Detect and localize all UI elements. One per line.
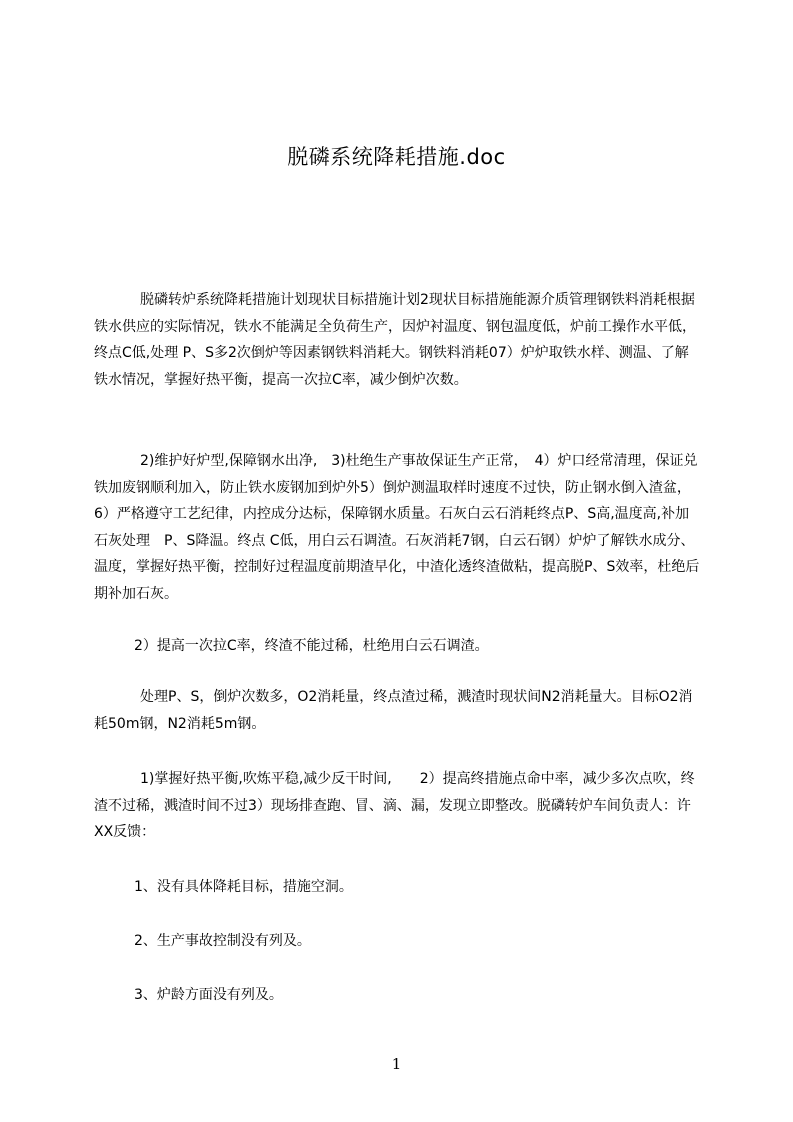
feedback-item-3: 3、炉龄方面没有列及。 xyxy=(134,987,283,1003)
document-title: 脱磷系统降耗措施.doc xyxy=(287,145,506,169)
feedback-item-2: 2、生产事故控制没有列及。 xyxy=(134,933,311,949)
paragraph-3: 2）提高一次拉C率，终渣不能过稀，杜绝用白云石调渣。 xyxy=(134,638,489,654)
paragraph-2: 2)维护好炉型,保障钢水出净, 3)杜绝生产事故保证生产正常， 4）炉口经常清理，保证兑铁加废钢顺利加入，防止铁水废钢加到炉外5）倒炉测温取样时速度不过快，防止钢水倒入渣盆，6）严格遵守工艺纪律，内控成分达标，保障钢水质量。石灰白云石消耗终点P、S高,温度高,补加石灰处理 P、S降温。终点 C低，用白云石调渣。石灰消耗7钢，白云石钢）炉炉了解铁水成分、温度，掌握好热平衡，控制好过程温度前期渣早化，中渣化透终渣做粘，提高脱P、S效率，杜绝后期补加石灰。 xyxy=(94,453,700,602)
paragraph-5: 1)掌握好热平衡,吹炼平稳,减少反干时间, 2）提高终措施点命中率，减少多次点吹，终渣不过稀，溅渣时间不过3）现场排查跑、冒、滴、漏，发现立即整改。脱磷转炉车间负责人：许XX反馈： xyxy=(94,771,695,840)
paragraph-1: 脱磷转炉系统降耗措施计划现状目标措施计划2现状目标措施能源介质管理钢铁料消耗根据铁水供应的实际情况，铁水不能满足全负荷生产，因炉衬温度、钢包温度低，炉前工操作水平低，终点C低,处理 P、S多2次倒炉等因素钢铁料消耗大。钢铁料消耗07）炉炉取铁水样、测温、了解铁水情况，掌握好热平衡，提高一次拉C率，减少倒炉次数。 xyxy=(94,292,696,388)
feedback-item-1: 1、没有具体降耗目标，措施空洞。 xyxy=(134,879,353,895)
page-number: 1 xyxy=(391,1055,402,1073)
paragraph-4: 处理P、S，倒炉次数多，O2消耗量，终点渣过稀，溅渣时现状间N2消耗量大。目标O2消耗50m钢，N2消耗5m钢。 xyxy=(94,689,693,732)
